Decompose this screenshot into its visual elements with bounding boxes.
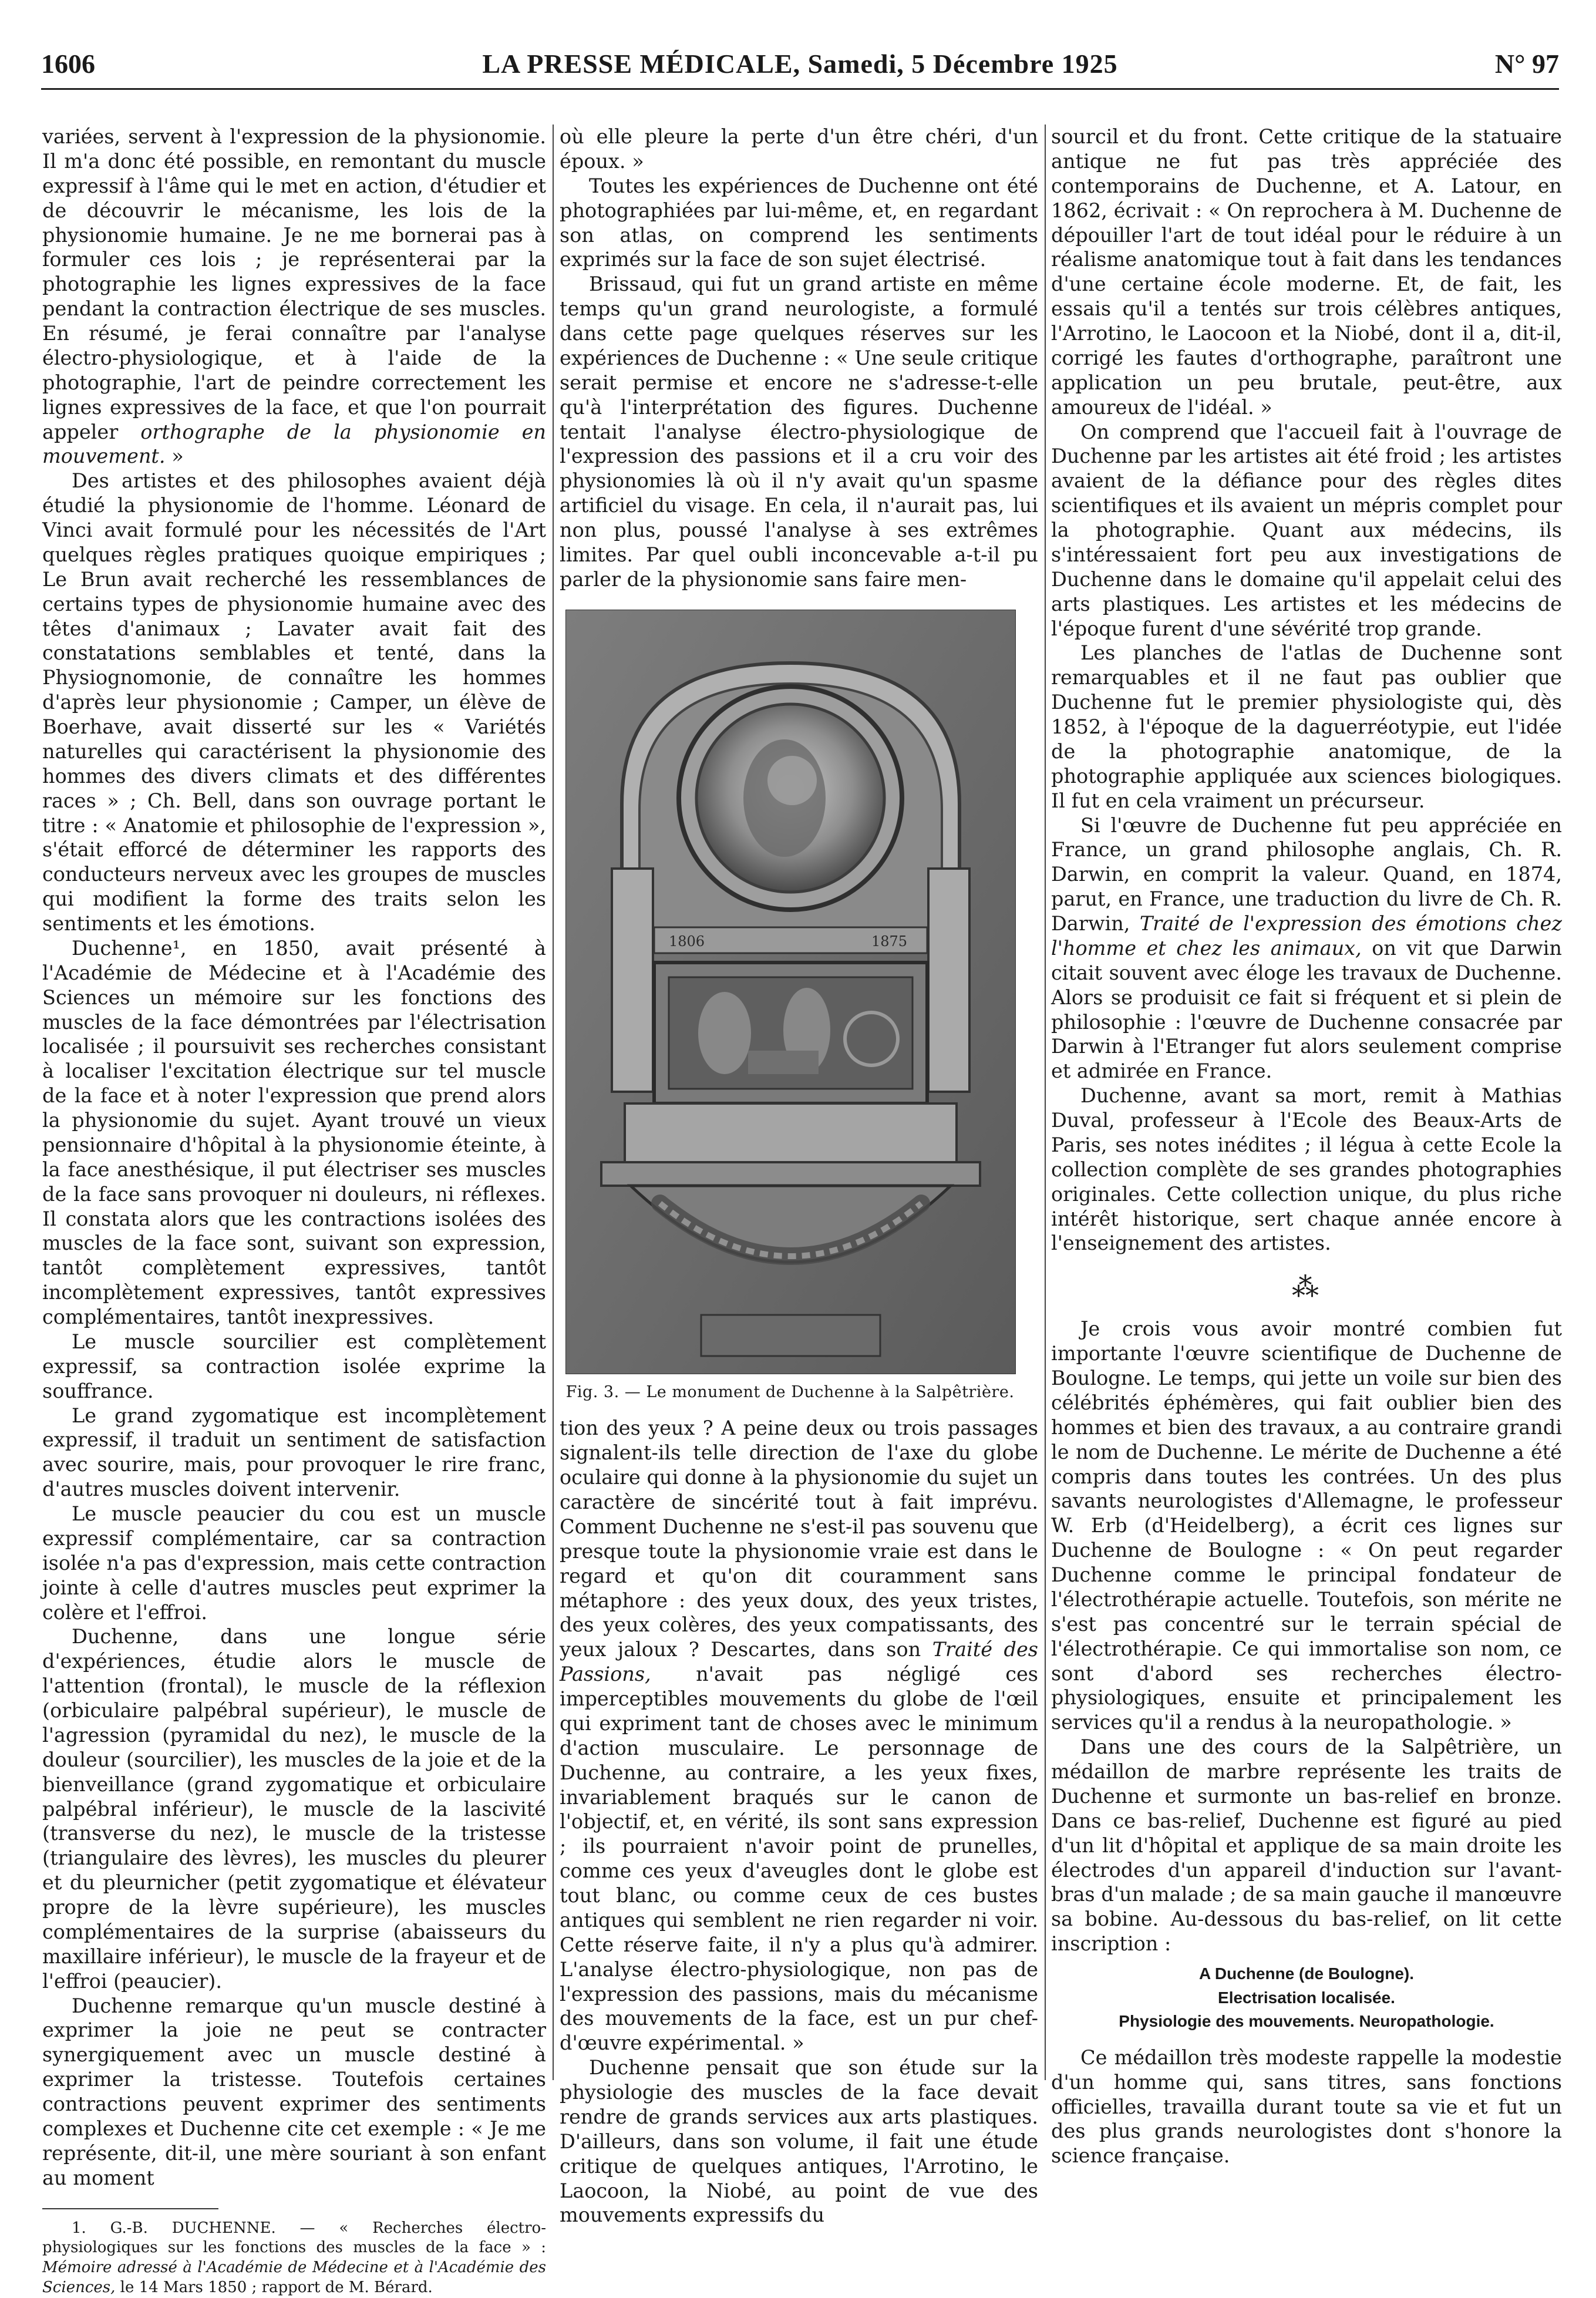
paragraph: Duchenne, dans une longue série d'expériences, étudie alors le muscle de l'attention (frontal), le muscle de la réflexion (orbiculaire palpébral supérieur), le muscle de l'agression (pyramidal du nez), le muscle de la douleur (sourcilier), les muscles de la joie et de la bienveillance (grand zygomatique et orbiculaire palpébral inférieur), le muscle de la lascivité (transverse du nez), le muscle de la tristesse (triangulaire des lèvres), les muscles du pleurer et du pleurnicher (petit zygomatique et élévateur propre de la lèvre supérieure), les muscles complémentaires de la surprise (abaisseurs du maxillaire inférieur), le muscle de la frayeur et de l'effroi (peaucier). (42, 1625, 546, 1993)
paragraph: Duchenne pensait que son étude sur la physiologie des muscles de la face devait rendre de grands services aux arts plastiques. D'ailleurs, dans son volume, il fait une étude critique de quelques antiques, l'Arrotino, le Laocoon, la Niobé, au point de vue des mouvements expressifs du (560, 2056, 1038, 2227)
column-divider (1045, 125, 1046, 2080)
inscription-line: Electrisation localisée. (1218, 1988, 1395, 2007)
paragraph: On comprend que l'accueil fait à l'ouvrage de Duchenne par les artistes ait été froid ; les artistes avaient de la défiance pour des règles dites scientifiques et ils avaient un mépris complet pour la photographie. Quant aux médecins, ils s'intéressaient fort peu aux investigations de Duchenne dans le domaine qu'il appelait celui des arts plastiques. Les artistes et les médecins de l'époque furent d'une sévérité trop grande. (1051, 420, 1562, 640)
figure-caption: Fig. 3. — Le monument de Duchenne à la Salpêtrière. (565, 1382, 1015, 1401)
figure-3 (565, 610, 1015, 1402)
inscription-line: Physiologie des mouvements. Neuropathologie. (1119, 2012, 1494, 2031)
paragraph: Dans une des cours de la Salpêtrière, un médaillon de marbre représente les traits de Duchenne et surmonte un bas-relief en bronze. Dans ce bas-relief, Duchenne est figuré au pied d'un lit d'hôpital et applique de sa main droite les électrodes d'un appareil d'induction sur l'avant-bras d'un malade ; de sa main gauche il manœuvre sa bobine. Au-dessous du bas-relief, on lit cette inscription : (1051, 1735, 1562, 1956)
monument-illustration (566, 610, 1015, 1374)
paragraph: Le muscle peaucier du cou est un muscle expressif complémentaire, car sa contraction isolée n'a pas d'expression, mais cette contraction jointe à celle d'autres muscles peut exprimer la colère et l'effroi. (42, 1502, 546, 1624)
paragraph (560, 1416, 1038, 2055)
inscription (1051, 1962, 1562, 2034)
paragraph-text: on vit que Darwin citait souvent avec éloge les travaux de Duchenne. Alors se produisit ce fait si fréquent et si plein de philosophie : l'œuvre de Duchenne consacrée par Darwin à l'Etranger fut alors seulement comprise et admirée en France. (1051, 936, 1563, 1083)
paragraph: Brissaud, qui fut un grand artiste en même temps qu'un grand neurologiste, a formulé dans cette page quelques réserves sur les expériences de Duchenne : « Une seule critique serait permise et encore ne s'adresse-t-elle qu'à l'interprétation des figures. Duchenne tentait l'analyse électro-physiologique de l'expression des passions et il a cru voir des physionomies là où il n'y avait qu'un spasme artificiel du visage. En cela, il n'aurait pas, lui non plus, poussé l'analyse à ses extrêmes limites. Par quel oubli inconcevable a-t-il pu parler de la physionomie sans faire men- (560, 272, 1038, 591)
paragraph-text: » (171, 445, 184, 468)
paragraph: Les planches de l'atlas de Duchenne sont remarquables et il ne faut pas oublier que Duchenne fut le premier physiologiste qui, dès 1852, à l'époque de la daguerréotypie, eut l'idée de la photographie anatomique, de la photographie appliquée aux sciences biologiques. Il fut en cela vraiment un précurseur. (1051, 641, 1562, 812)
monument-photograph (565, 610, 1016, 1374)
column-1 (42, 125, 546, 2296)
paragraph: sourcil et du front. Cette critique de la statuaire antique ne fut pas très appréciée des contemporains de Duchenne, et A. Latour, en 1862, écrivait : « On reprochera à M. Duchenne de dépouiller l'art de tout idéal pour le réduire à un réalisme anatomique tout à fait dans les tendances d'une certaine école moderne. Et, de fait, les essais qu'il a tentés sur trois célèbres antiques, l'Arrotino, le Laocoon et la Niobé, dont il a, dit-il, corrigé les fautes d'orthographe, paraîtront une application un peu brutale, peut-être, aux amoureux de l'idéal. » (1051, 125, 1562, 419)
italic-phrase: orthographe de la physionomie en mouvement. (42, 420, 546, 468)
footnote (42, 2219, 546, 2298)
medallion-date-right: 1875 (871, 933, 908, 950)
paragraph (42, 125, 546, 469)
footnote-italic: Mémoire adressé à l'Académie de Médecine et à l'Académie des Sciences, (42, 2259, 546, 2296)
paragraph-text: Si l'œuvre de Duchenne fut peu appréciée en France, un grand philosophe anglais, Ch. R. Darwin, en comprit la valeur. Quand, en 1874, parut, en France, une traduction du livre de Ch. R. Darwin, (1051, 813, 1562, 935)
paragraph: Je crois vous avoir montré combien fut importante l'œuvre scientifique de Duchenne de Boulogne. Le temps, qui jette un voile sur bien des célébrités éphémères, qui fait oublier bien des hommes et bien des travaux, a au contraire grandi le nom de Duchenne. Le mérite de Duchenne a été compris dans toutes les contrées. Un des plus savants neurologistes d'Allemagne, le professeur W. Erb (d'Heidelberg), a écrit ces lignes sur Duchenne de Boulogne : « On peut regarder Duchenne comme le principal fondateur de l'électrothérapie actuelle. Toutefois, son mérite ne s'est pas concentré sur le terrain spécial de l'électrothérapie. Ce qui immortalise son nom, ce sont d'abord ses recherches électro-physiologiques, ensuite et principalement les services qu'il a rendus à la neuropathologie. » (1051, 1317, 1562, 1734)
paragraph (1051, 813, 1562, 1084)
paragraph: Le grand zygomatique est incomplètement expressif, il traduit un sentiment de satisfaction avec sourire, mais, pour provoquer le rire franc, d'autres muscles doivent intervenir. (42, 1404, 546, 1501)
page-number: 1606 (41, 49, 95, 79)
paragraph: Duchenne¹, en 1850, avait présenté à l'Académie de Médecine et à l'Académie des Sciences un mémoire sur les fonctions des muscles de la face démontrées par l'électrisation localisée ; il poursuivit ses recherches consistant à localiser l'excitation électrique sur tel muscle de la face et à noter l'expression que prend alors la physionomie du sujet. Ayant trouvé un vieux pensionnaire d'hôpital à la physionomie éteinte, à la face anesthésique, il put électriser ses muscles de la face sans provoquer ni douleurs, ni réflexes. Il constata alors que les contractions isolées des muscles de la face sont, suivant son expression, tantôt complètement expressives, tantôt incomplètement expressives, tantôt expressives complémentaires, tantôt inexpressives. (42, 936, 546, 1328)
medallion-date-left: 1806 (669, 933, 705, 950)
page-header (41, 38, 1559, 90)
paragraph-text: variées, servent à l'expression de la physionomie. Il m'a donc été possible, en remontant du muscle expressif à l'âme qui le met en action, d'étudier et de découvrir le mécanisme, les lois de la physionomie humaine. Je ne me bornerai pas à formuler ces lois ; je représenterai par la photographie les lignes expressives de la face pendant la contraction électrique de ses muscles. En résumé, je ferai connaître par l'analyse électro-physiologique, et à l'aide de la photographie, l'art de peindre correctement les lignes expressives de la face, et que l'on pourrait appeler (42, 125, 546, 443)
italic-phrase: Traité des Passions, (560, 1638, 1038, 1686)
footnote-rule (42, 2208, 218, 2209)
issue-number: N° 97 (1494, 49, 1559, 79)
column-divider (553, 125, 554, 2080)
footnote-text: le 14 Mars 1850 ; rapport de M. Bérard. (120, 2278, 433, 2296)
paragraph: Ce médaillon très modeste rappelle la modestie d'un homme qui, sans titres, sans fonctions officielles, travailla durant toute sa vie et fut un des plus grands neurologistes dont s'honore la science française. (1051, 2045, 1562, 2168)
paragraph: où elle pleure la perte d'un être chéri, d'un époux. » (560, 125, 1038, 173)
paragraph-text: n'avait pas négligé ces imperceptibles mouvements du globe de l'œil qui expriment tant de choses avec le minimum d'action musculaire. Le personnage de Duchenne, au contraire, a les yeux fixes, invariablement braqués sur le canon de l'objectif, et, en vérité, ils sont sans expression ; ils pourraient n'avoir point de prunelles, comme ces yeux d'aveugles dont le globe est tout blanc, ou comme ceux de ces bustes antiques qui semblent ne rien regarder ni voir. Cette réserve faite, il n'y a plus qu'à admirer. L'analyse électro-physiologique, non pas de l'expression des passions, mais du mécanisme des mouvements de la face, est un pur chef-d'œuvre expérimental. » (560, 1663, 1038, 2055)
column-2 (560, 125, 1038, 2227)
paragraph: Toutes les expériences de Duchenne ont été photographiées par lui-même, et, en regardant son atlas, on comprend les sentiments exprimés sur la face de son sujet électrisé. (560, 174, 1038, 271)
paragraph: Le muscle sourcilier est complètement expressif, sa contraction isolée exprime la souffrance. (42, 1330, 546, 1402)
journal-masthead: LA PRESSE MÉDICALE, Samedi, 5 Décembre 1925 (482, 49, 1118, 79)
asterism-separator: ⁂ (1292, 1271, 1321, 1303)
paragraph: Duchenne remarque qu'un muscle destiné à exprimer la joie ne peut se contracter synergiquement avec un muscle destiné à exprimer la tristesse. Toutefois certaines contractions peuvent exprimer des sentiments complexes et Duchenne cite cet exemple : « Je me représente, dit-il, une mère souriant à son enfant au moment (42, 1994, 546, 2189)
footnote-text: 1. G.-B. DUCHENNE. — « Recherches électro-physiologiques sur les fonctions des muscles de la face » : (42, 2219, 546, 2257)
column-3 (1051, 125, 1563, 2168)
paragraph-text: tion des yeux ? A peine deux ou trois passages signalent-ils telle direction de l'axe du globe oculaire qui donne à la physionomie du sujet un caractère de sincérité tout à fait imprévu. Comment Duchenne ne s'est-il pas souvenu que presque toute la physionomie vraie est dans le regard et qu'on dit couramment sans métaphore : des yeux doux, des yeux tristes, des yeux colères, des yeux compatissants, des yeux jaloux ? Descartes, dans son (560, 1417, 1038, 1661)
italic-phrase: Traité de l'expression des émotions chez l'homme et chez les animaux, (1051, 912, 1562, 960)
paragraph: Des artistes et des philosophes avaient déjà étudié la physionomie de l'homme. Léonard de Vinci avait formulé pour les nécessités de l'Art quelques règles pratiques quoique empiriques ; Le Brun avait recherché les ressemblances de certains types de physionomie humaine avec des têtes d'animaux ; Lavater avait fait des constatations semblables et tenté, dans la Physiognomonie, de connaître les hommes d'après leur physionomie ; Camper, un élève de Boerhave, avait disserté sur les « Variétés naturelles qui caractérisent la physionomie des hommes des divers climats et des différentes races » ; Ch. Bell, dans son ouvrage portant le titre : « Anatomie et philosophie de l'expression », s'était efforcé de déterminer les rapports des conducteurs nerveux avec les groupes de muscles qui modifient la forme des traits selon les sentiments et les émotions. (42, 469, 546, 935)
paragraph: Duchenne, avant sa mort, remit à Mathias Duval, professeur à l'Ecole des Beaux-Arts de Paris, ses notes inédites ; il légua à cette Ecole la collection complète de ses grandes photographies originales. Cette collection unique, du plus riche intérêt historique, sert chaque année encore à l'enseignement des artistes. (1051, 1084, 1562, 1255)
inscription-line: A Duchenne (de Boulogne). (1198, 1964, 1415, 1983)
